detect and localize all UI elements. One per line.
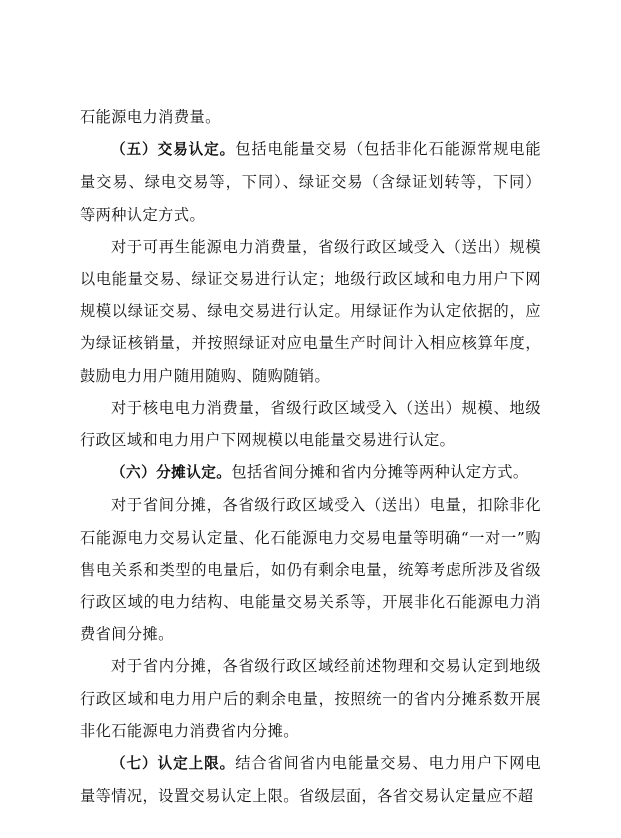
paragraph-interprovincial xyxy=(80,489,541,650)
paragraph-recognition-cap xyxy=(80,747,541,812)
paragraph-allocation-recognition xyxy=(80,456,541,489)
paragraph-continuation xyxy=(80,101,541,133)
paragraph-text: 对于省内分摊，各省级行政区域经前述物理和交易认定到地级行政区域和电力用户后的剩余电量，按照统一的省内分摊系数开展非化石能源电力消费省内分摊。 xyxy=(80,657,541,740)
paragraph-trade-recognition xyxy=(80,133,541,231)
paragraph-text: 对于省间分摊，各省级行政区域受入（送出）电量，扣除非化石能源电力交易认定量、化石能源电力交易电量等明确“一对一”购售电关系和类型的电量后，如仍有剩余电量，统筹考虑所涉及省级行政区域的电力结构、电能量交易关系等，开展非化石能源电力消费省间分摊。 xyxy=(80,496,541,644)
paragraph-nuclear xyxy=(80,392,541,456)
paragraph-renewable xyxy=(80,231,541,392)
paragraph-text: 包括电能量交易（包括非化石能源常规电能量交易、绿电交易等，下同）、绿证交易（含绿证划转等，下同）等两种认定方式。 xyxy=(80,140,541,224)
paragraph-text: 石能源电力消费量。 xyxy=(80,108,221,126)
paragraph-text: 对于核电电力消费量，省级行政区域受入（送出）规模、地级行政区域和电力用户下网规模以电能量交易进行认定。 xyxy=(80,398,541,450)
paragraph-text: 包括省间分摊和省内分摊等两种认定方式。 xyxy=(231,463,529,482)
paragraph-text: 对于可再生能源电力消费量，省级行政区域受入（送出）规模以电能量交易、绿证交易进行认定；地级行政区域和电力用户下网规模以绿证交易、绿电交易进行认定。用绿证作为认定依据的，应为绿证核销量，并按照绿证对应电量生产时间计入相应核算年度，鼓励电力用户随用随购、随购随销。 xyxy=(80,237,541,385)
paragraph-intraprovincial xyxy=(80,650,541,747)
section-heading: （六）分摊认定。 xyxy=(111,464,232,482)
paragraph-text: 结合省间省内电能量交易、电力用户下网电量等情况，设置交易认定上限。省级层面，各省交易认定量应不超 xyxy=(80,754,541,806)
section-heading: （五）交易认定。 xyxy=(111,141,236,159)
section-heading: （七）认定上限。 xyxy=(111,755,236,773)
